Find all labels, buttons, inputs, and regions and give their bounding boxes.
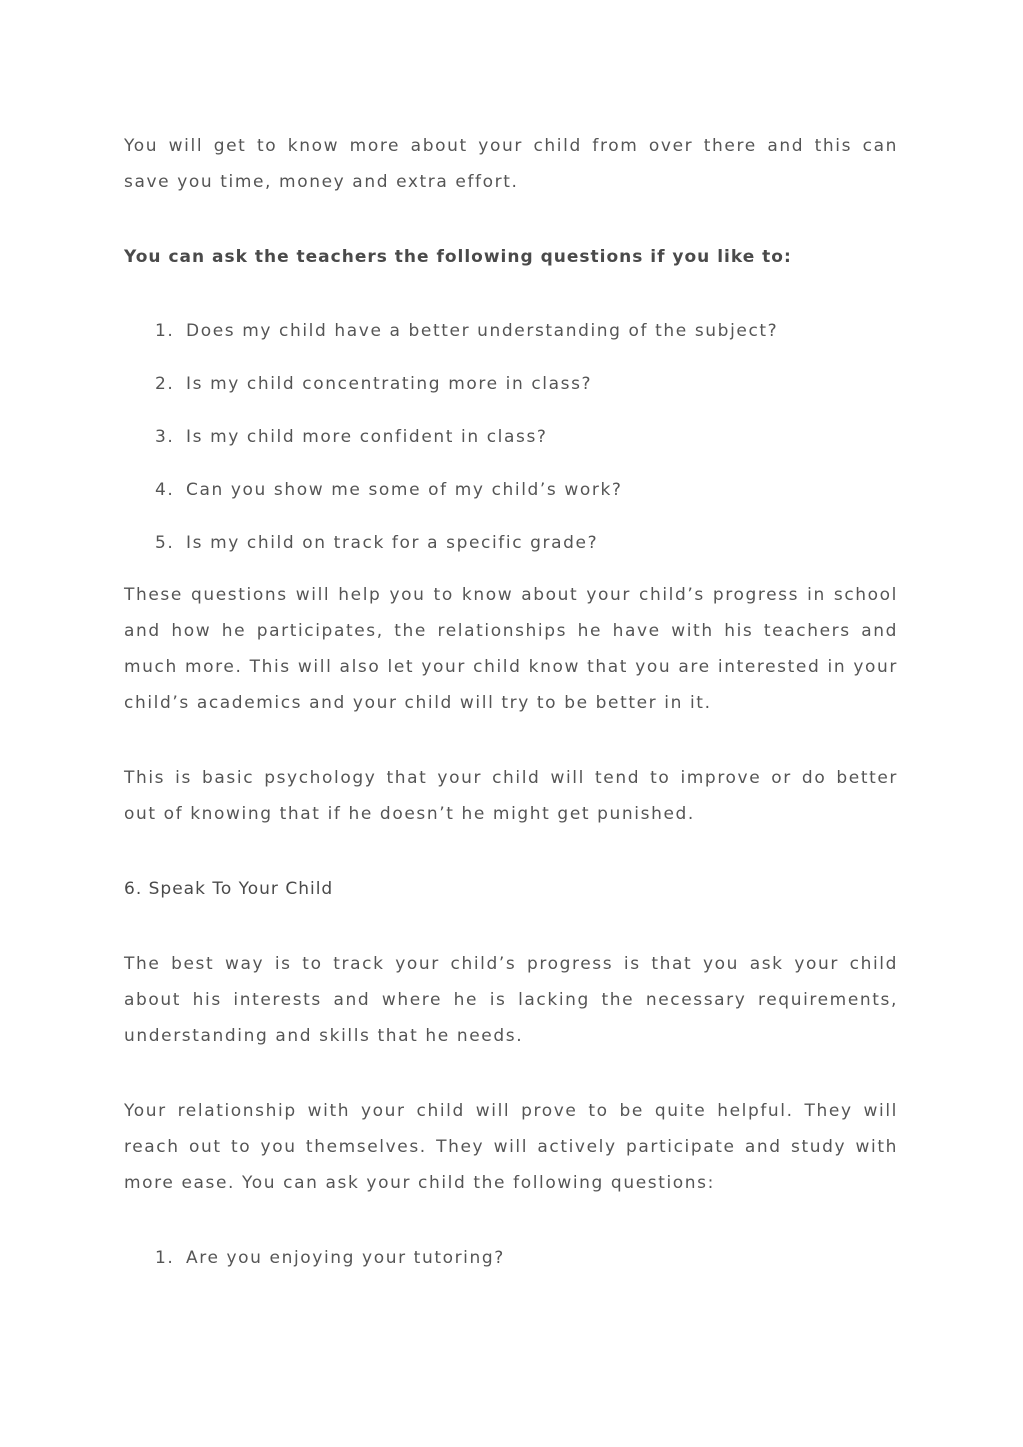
section-6-heading: 6. Speak To Your Child bbox=[124, 879, 334, 899]
teacher-questions-heading: You can ask the teachers the following questions if you like to: bbox=[124, 247, 792, 267]
list-item bbox=[124, 1240, 898, 1276]
list-item-text: Is my child concentrating more in class? bbox=[186, 374, 593, 394]
list-item-text: Is my child on track for a specific grade? bbox=[186, 533, 599, 553]
list-item-number: 1. bbox=[155, 1248, 175, 1268]
list-item-number: 5. bbox=[155, 533, 175, 553]
teacher-questions-list bbox=[124, 313, 898, 561]
intro-paragraph: You will get to know more about your child from over there and this can save you time, money and extra effort. bbox=[124, 136, 898, 192]
track-progress-paragraph: The best way is to track your child’s progress is that you ask your child about his interests and where he is lacking the necessary requirements, understanding and skills that he needs. bbox=[124, 954, 898, 1046]
child-questions-list bbox=[124, 1240, 898, 1276]
list-item bbox=[124, 472, 898, 508]
progress-paragraph: These questions will help you to know about your child’s progress in school and how he participates, the relationships he have with his teachers and much more. This will also let your child know that you are interested in your child’s academics and your child will try to be better in it. bbox=[124, 585, 898, 713]
list-item-text: Are you enjoying your tutoring? bbox=[186, 1248, 505, 1268]
list-item bbox=[124, 419, 898, 455]
relationship-paragraph: Your relationship with your child will prove to be quite helpful. They will reach out to you themselves. They will actively participate and study with more ease. You can ask your child the following questions: bbox=[124, 1101, 898, 1193]
list-item-text: Does my child have a better understanding of the subject? bbox=[186, 321, 779, 341]
psychology-paragraph: This is basic psychology that your child will tend to improve or do better out of knowing that if he doesn’t he might get punished. bbox=[124, 768, 898, 824]
list-item-text: Is my child more confident in class? bbox=[186, 427, 548, 447]
list-item-number: 3. bbox=[155, 427, 175, 447]
document-page bbox=[124, 128, 898, 1293]
list-item-number: 1. bbox=[155, 321, 175, 341]
list-item-number: 4. bbox=[155, 480, 175, 500]
list-item-text: Can you show me some of my child’s work? bbox=[186, 480, 623, 500]
list-item-number: 2. bbox=[155, 374, 175, 394]
list-item bbox=[124, 366, 898, 402]
list-item bbox=[124, 313, 898, 349]
list-item bbox=[124, 525, 898, 561]
